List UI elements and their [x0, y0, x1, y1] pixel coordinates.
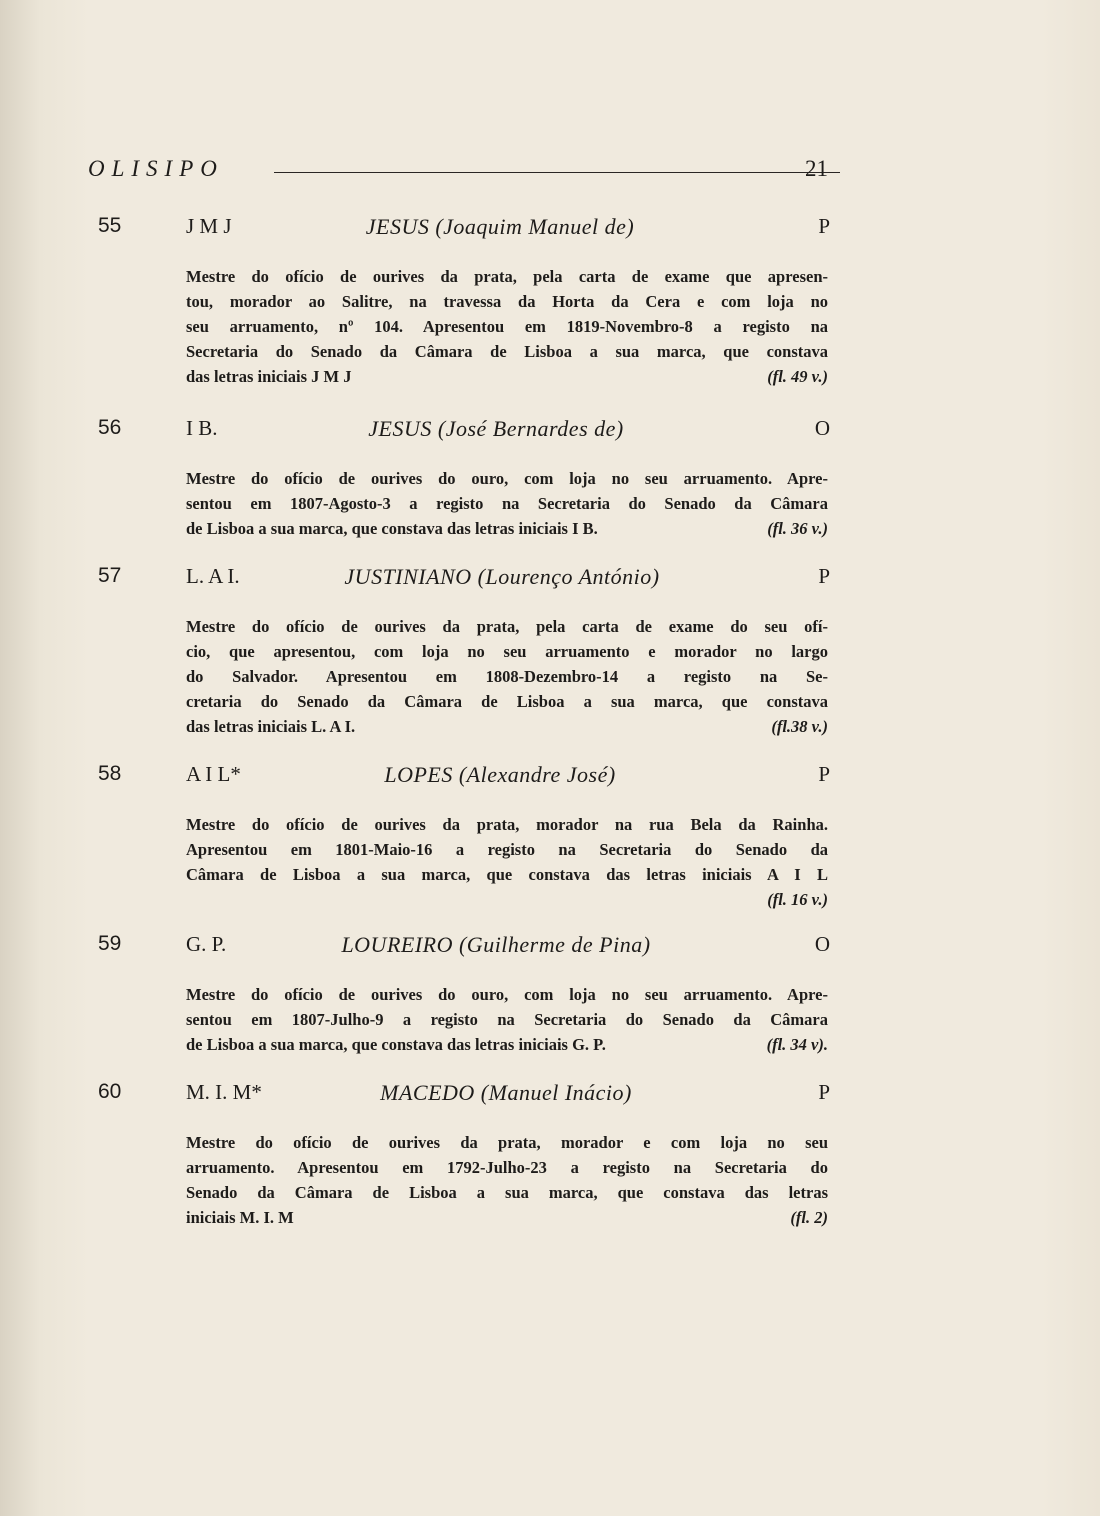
entry-name: LOUREIRO (Guilherme de Pina): [341, 932, 651, 957]
entry-body: [186, 466, 828, 541]
entry-last-line: [186, 364, 828, 389]
entry-line: tou, morador ao Salitre, na travessa da Horta da Cera e com loja no: [186, 292, 828, 311]
entry-line: Mestre do ofício de ourives da prata, morador na rua Bela da Rainha.: [186, 815, 828, 834]
entry-line: cio, que apresentou, com loja no seu arruamento e morador no largo: [186, 642, 828, 661]
entry-metal: O: [814, 416, 830, 440]
entry-line: Mestre do ofício de ourives do ouro, com loja no seu arruamento. Apre-: [186, 985, 828, 1004]
header-rule: [274, 172, 840, 173]
entry-last-line-text: de Lisboa a sua marca, que constava das letras iniciais G. P.: [186, 1035, 606, 1054]
page-number: 21: [805, 156, 828, 181]
running-title: OLISIPO: [88, 156, 224, 181]
folio-reference: (fl. 49 v.): [767, 367, 828, 386]
entry-last-line: [186, 1032, 828, 1057]
entry-body: [186, 264, 828, 389]
entry-last-line-text: de Lisboa a sua marca, que constava das letras iniciais I B.: [186, 519, 598, 538]
folio-reference: (fl.38 v.): [771, 717, 828, 736]
folio-reference: (fl. 36 v.): [767, 519, 828, 538]
entry-metal: O: [814, 932, 830, 956]
entry-number: 58: [98, 762, 122, 785]
entry-metal: P: [818, 214, 830, 238]
entry-line: cretaria do Senado da Câmara de Lisboa a sua marca, que constava: [186, 692, 828, 711]
entry-line: Apresentou em 1801-Maio-16 a registo na Secretaria do Senado da: [186, 840, 828, 859]
entry-name: JESUS (Joaquim Manuel de): [365, 214, 635, 239]
folio-reference: (fl. 16 v.): [767, 890, 828, 909]
entry-metal: P: [818, 1080, 830, 1104]
entry-last-line-text: das letras iniciais J M J: [186, 367, 352, 386]
entry-body: [186, 1130, 828, 1230]
entry-number: 55: [98, 214, 122, 237]
entry-last-line: [186, 887, 828, 912]
entry-name: MACEDO (Manuel Inácio): [380, 1080, 632, 1105]
entry-number: 56: [98, 416, 122, 439]
folio-reference: (fl. 2): [790, 1208, 828, 1227]
entry-last-line: [186, 516, 828, 541]
entry-line: Mestre do ofício de ourives do ouro, com loja no seu arruamento. Apre-: [186, 469, 828, 488]
entry-last-line-text: iniciais M. I. M: [186, 1208, 294, 1227]
page-header: [88, 156, 828, 188]
folio-reference: (fl. 34 v).: [766, 1035, 828, 1054]
entry-last-line: [186, 1205, 828, 1230]
entry-mark: M. I. M*: [186, 1080, 262, 1104]
entry-mark: I B.: [186, 416, 218, 440]
entry-number: 59: [98, 932, 122, 955]
entry-last-line: [186, 714, 828, 739]
entry-metal: P: [818, 564, 830, 588]
entry-line: Secretaria do Senado da Câmara de Lisboa a sua marca, que constava: [186, 342, 828, 361]
entry-line: sentou em 1807-Agosto-3 a registo na Secretaria do Senado da Câmara: [186, 494, 828, 513]
entry-line: Mestre do ofício de ourives da prata, pela carta de exame do seu ofí-: [186, 617, 828, 636]
entry-body: [186, 812, 828, 912]
entry-metal: P: [818, 762, 830, 786]
entry-name: JESUS (José Bernardes de): [368, 416, 624, 441]
entry-last-line-text: das letras iniciais L. A I.: [186, 717, 356, 736]
entry-mark: L. A I.: [186, 564, 240, 588]
entry-line: Senado da Câmara de Lisboa a sua marca, que constava das letras: [186, 1183, 828, 1202]
entry-number: 57: [98, 564, 122, 587]
entry-line: arruamento. Apresentou em 1792-Julho-23 a registo na Secretaria do: [186, 1158, 828, 1177]
entry-name: LOPES (Alexandre José): [384, 762, 616, 787]
entry-body: [186, 982, 828, 1057]
entry-body: [186, 614, 828, 739]
entry-mark: J M J: [186, 214, 232, 238]
entry-line: Câmara de Lisboa a sua marca, que constava das letras iniciais A I L: [186, 865, 828, 884]
entry-line: Mestre do ofício de ourives da prata, morador e com loja no seu: [186, 1133, 828, 1152]
entry-line: seu arruamento, nº 104. Apresentou em 1819-Novembro-8 a registo na: [186, 317, 828, 336]
entry-name: JUSTINIANO (Lourenço António): [344, 564, 660, 589]
entry-number: 60: [98, 1080, 122, 1103]
entry-mark: G. P.: [186, 932, 227, 956]
entry-line: sentou em 1807-Julho-9 a registo na Secretaria do Senado da Câmara: [186, 1010, 828, 1029]
entry-line: do Salvador. Apresentou em 1808-Dezembro-14 a registo na Se-: [186, 667, 828, 686]
entry-mark: A I L*: [186, 762, 241, 786]
entry-line: Mestre do ofício de ourives da prata, pela carta de exame que apresen-: [186, 267, 828, 286]
